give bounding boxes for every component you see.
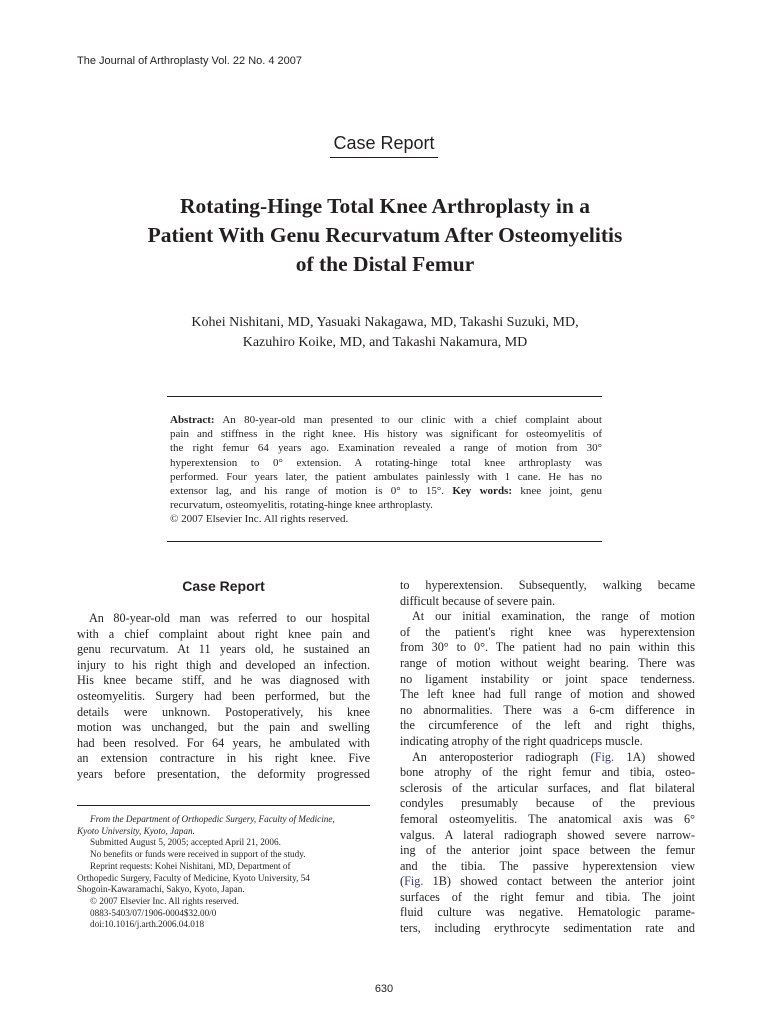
author-list: [80, 313, 690, 353]
affiliation-text: Kyoto University, Kyoto, Japan.: [77, 825, 195, 836]
body-line: and the tibia. The passive hyperextension view: [400, 858, 695, 873]
body-line: The left knee had full range of motion and showed: [400, 687, 695, 702]
body-line: from 30° to 0°. The patient had no pain within this: [400, 640, 695, 655]
footnote-line: [77, 826, 372, 838]
right-column-text: [400, 578, 695, 937]
body-line: to hyperextension. Subsequently, walking became: [400, 578, 695, 592]
body-line: surfaces of the right femur and tibia. The joint: [400, 889, 695, 904]
section-label-text: Case Report: [330, 133, 437, 158]
case-report-heading: Case Report: [182, 578, 265, 594]
body-line: details were unknown. Postoperatively, his knee: [77, 704, 370, 719]
body-text: 1A) showed: [614, 749, 695, 764]
body-line: had been resolved. For 64 years, he ambulated with: [77, 735, 370, 750]
abstract-line: [170, 484, 602, 498]
body-line: [400, 874, 695, 890]
footnote-line: No benefits or funds were received in support of the study.: [90, 849, 306, 860]
abstract-line: recurvatum, osteomyelitis, rotating-hinge knee arthroplasty.: [170, 499, 433, 512]
abstract-line: performed. Four years later, the patient ambulates painlessly with 1 cane. He has no: [170, 470, 602, 483]
figure-1b-link[interactable]: Fig.: [404, 874, 424, 889]
body-line: with a chief complaint about right knee pain and: [77, 626, 370, 641]
page-number: 630: [374, 983, 394, 995]
body-line: condyles presumably because of the previous: [400, 796, 695, 811]
footnote-line: doi:10.1016/j.arth.2006.04.018: [90, 919, 205, 930]
body-line: of the patient's right knee was hyperextension: [400, 624, 695, 639]
footnote-line: 0883-5403/07/1906-0004$32.00/0: [90, 907, 217, 918]
journal-header: The Journal of Arthroplasty Vol. 22 No. 4 2007: [77, 55, 303, 67]
title-line: Patient With Genu Recurvatum After Osteomyelitis: [147, 223, 623, 247]
footnote-line: [77, 814, 372, 826]
body-line: range of motion without weight bearing. There was: [400, 655, 695, 670]
body-text: An anteroposterior radiograph (: [412, 749, 595, 764]
abstract-copyright: © 2007 Elsevier Inc. All rights reserved.: [170, 513, 349, 526]
author-line: Kohei Nishitani, MD, Yasuaki Nakagawa, MD, Takashi Suzuki, MD,: [191, 315, 579, 330]
body-line: [400, 750, 695, 766]
abstract-text: An 80-year-old man presented to our clinic with a chief complaint about: [222, 414, 602, 426]
body-line: an extension contracture in his right knee. Five: [77, 751, 370, 766]
body-line: ing of the anterior joint space between the femur: [400, 843, 695, 858]
figure-1a-link[interactable]: Fig.: [594, 749, 615, 764]
title-line: Rotating-Hinge Total Knee Arthroplasty in a: [180, 194, 590, 218]
footnote-rule: [77, 805, 370, 806]
body-line: At our initial examination, the range of motion: [412, 609, 695, 624]
body-line: the circumference of the left and right thighs,: [400, 718, 695, 733]
keywords-text: knee joint, genu: [520, 485, 603, 498]
body-line: ters, including erythrocyte sedimentation rate and: [400, 921, 695, 936]
body-text: (: [400, 874, 405, 889]
abstract-label: Abstract:: [170, 414, 215, 426]
body-line: femoral osteomyelitis. The anatomical axis was 6°: [400, 811, 695, 826]
abstract-top-rule: [167, 396, 602, 397]
author-line: Kazuhiro Koike, MD, and Takashi Nakamura, MD: [242, 335, 528, 350]
footnote-block: [77, 814, 372, 931]
abstract-line: hyperextension to 0° extension. A rotating-hinge total knee arthroplasty was: [170, 456, 602, 469]
abstract-text: extensor lag, and his range of motion is 0° to 15°.: [170, 485, 445, 498]
body-line: bone atrophy of the right femur and tibia, osteo-: [400, 765, 695, 780]
article-title: [40, 192, 730, 279]
body-line: valgus. A lateral radiograph showed severe narrow-: [400, 827, 695, 842]
footnote-line: Shogoin-Kawaramachi, Sakyo, Kyoto, Japan.: [77, 884, 245, 895]
footnote-line: © 2007 Elsevier Inc. All rights reserved.: [90, 895, 239, 906]
body-line: no abnormalities. There was a 6-cm difference in: [400, 702, 695, 717]
body-line: genu recurvatum. At 11 years old, he sustained an: [77, 642, 370, 657]
abstract-block: [170, 413, 602, 527]
body-line: injury to his right thigh and developed an infection.: [77, 657, 370, 672]
body-line: years before presentation, the deformity progressed: [77, 766, 370, 781]
body-line: difficult because of severe pain.: [400, 593, 556, 608]
abstract-line: pain and stiffness in the right knee. His history was significant for osteomyelitis of: [170, 428, 602, 441]
title-line: of the Distal Femur: [295, 252, 475, 276]
body-line: no ligament instability or joint space tenderness.: [400, 671, 695, 686]
body-line: An 80-year-old man was referred to our hospital: [89, 611, 370, 625]
footnote-line: Submitted August 5, 2005; accepted April 21, 2006.: [90, 837, 281, 848]
body-line: sclerosis of the articular surfaces, and flat bilateral: [400, 780, 695, 795]
body-line: His knee became stiff, and he was diagnosed with: [77, 673, 370, 688]
section-label: [0, 133, 768, 158]
footnote-line: Orthopedic Surgery, Faculty of Medicine, Kyoto University, 54: [77, 872, 310, 883]
body-line: fluid culture was negative. Hematologic parame-: [400, 905, 695, 920]
abstract-line: the right femur 64 years ago. Examination revealed a range of motion from 30°: [170, 442, 602, 455]
abstract-bottom-rule: [167, 541, 602, 542]
abstract-line: [170, 413, 602, 427]
footnote-line: Reprint requests: Kohei Nishitani, MD, Department of: [90, 860, 291, 871]
keywords-label: Key words:: [452, 485, 513, 498]
affiliation-text: From the Department of Orthopedic Surgery, Faculty of Medicine,: [90, 814, 335, 824]
left-column-text: [77, 611, 370, 783]
body-text: 1B) showed contact between the anterior joint: [423, 874, 695, 889]
body-line: motion was unchanged, but the pain and swelling: [77, 720, 370, 735]
body-line: osteomyelitis. Surgery had been performed, but the: [77, 688, 370, 703]
body-line: indicating atrophy of the right quadriceps muscle.: [400, 733, 643, 748]
